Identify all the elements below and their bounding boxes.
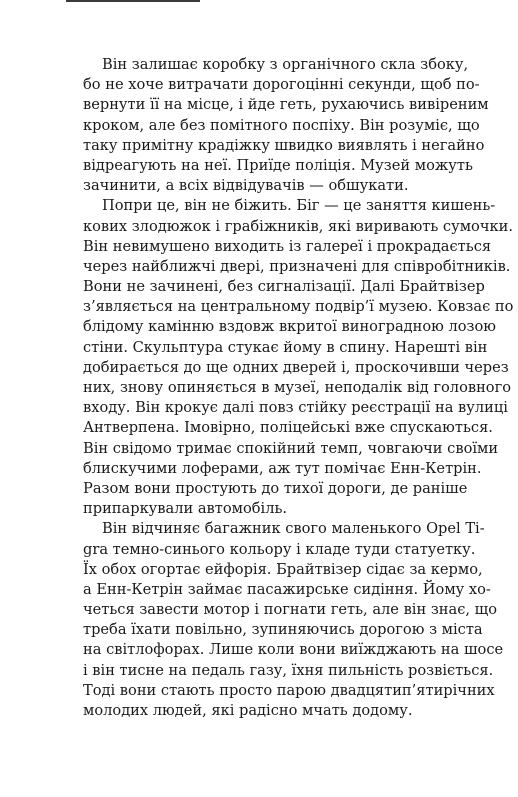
text-line: Їх обох огортає ейфорія. Брайтвізер сідає за кермо, xyxy=(83,560,483,578)
text-line: припаркували автомобіль. xyxy=(83,500,288,518)
text-line: них, знову опиняється в музеї, неподалік від головного xyxy=(83,379,512,396)
text-line: четься завести мотор і погнати геть, але він знає, що xyxy=(83,601,498,619)
text-line: з’являється на центральному подвір’ї музею. Ковзає по xyxy=(83,298,514,316)
text-line: через найближчі двері, призначені для співробітників. xyxy=(83,257,511,275)
text-line: Разом вони простують до тихої дороги, де раніше xyxy=(83,479,468,497)
text-line: молодих людей, які радісно мчать додому. xyxy=(83,702,413,719)
text-line: і він тисне на педаль газу, їхня пильність розвіється. xyxy=(83,661,494,679)
text-line: стіни. Скульптура стукає йому в спину. Нарешті він xyxy=(83,338,488,356)
text-line: Тоді вони стають просто парою двадцятип’ятирічних xyxy=(83,681,495,699)
text-line: зачинити, а всіх відвідувачів — обшукати. xyxy=(83,177,409,195)
text-line: Він невимушено виходить із галереї і прокрадається xyxy=(83,237,492,255)
text-line: gra темно-синього кольору і кладе туди статуетку. xyxy=(83,540,476,558)
text-line: блідому камінню вздовж вкритої виноградною лозою xyxy=(83,318,497,336)
text-line: таку примітну крадіжку швидко виявлять і негайно xyxy=(83,136,485,154)
text-line: Він свідомо тримає спокійний темп, човгаючи своїми xyxy=(83,439,499,457)
text-line: Антверпена. Імовірно, поліцейські вже спускаються. xyxy=(83,419,493,437)
page-top-edge-mark xyxy=(66,0,200,2)
text-line: бо не хоче витрачати дорогоцінні секунди, щоб по- xyxy=(83,76,480,94)
text-line: добирається до ще одних дверей і, проскочивши через xyxy=(83,358,509,376)
text-line: Він відчиняє багажник свого маленького Opel Ti- xyxy=(102,520,485,538)
text-line: на світлофорах. Лише коли вони виїжджають на шосе xyxy=(83,641,504,659)
text-line: вернути її на місце, і йде геть, рухаючись вивіреним xyxy=(83,96,489,114)
text-line: Попри це, він не біжить. Біг — це заняття кишень- xyxy=(102,197,496,215)
text-line: блискучими лоферами, аж тут помічає Енн-Кетрін. xyxy=(83,459,482,477)
body-text xyxy=(83,55,514,721)
text-line: Вони не зачинені, без сигналізації. Далі Брайтвізер xyxy=(83,278,485,296)
text-line: входу. Він крокує далі повз стійку реєстрації на вулиці xyxy=(83,399,508,417)
text-line: кроком, але без помітного поспіху. Він розуміє, що xyxy=(83,116,480,134)
text-line: кових злодюжок і грабіжників, які виривають сумочки. xyxy=(83,217,513,235)
text-line: а Енн-Кетрін займає пасажирське сидіння. Йому хо- xyxy=(83,580,491,598)
text-line: Він залишає коробку з органічного скла збоку, xyxy=(102,56,469,73)
text-line: треба їхати повільно, зупиняючись дорогою з міста xyxy=(83,621,483,639)
text-line: відреагують на неї. Приїде поліція. Музей можуть xyxy=(83,156,473,174)
